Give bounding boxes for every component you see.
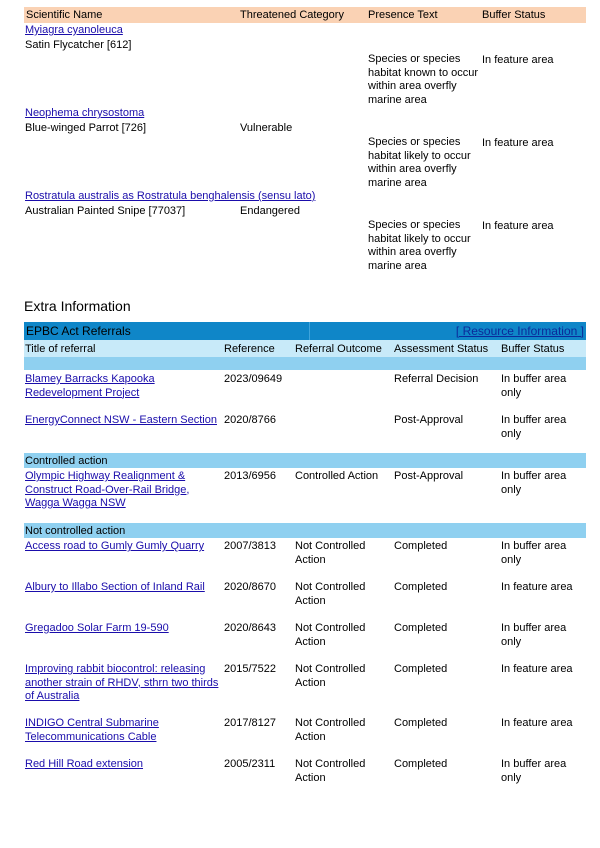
referral-outcome: Not Controlled Action	[295, 581, 366, 607]
header-presence-text: Presence Text	[368, 9, 438, 21]
referral-title-link[interactable]: Access road to Gumly Gumly Quarry	[25, 540, 205, 552]
referral-buffer-status: In buffer area only	[501, 622, 567, 648]
referral-assessment-status: Completed	[394, 540, 448, 552]
referral-title-link[interactable]: Improving rabbit biocontrol: releasing another strain of RHDV, sthrn two thirds of Australia	[25, 663, 219, 702]
header-scientific-name: Scientific Name	[26, 9, 103, 21]
header-threatened-category: Threatened Category	[240, 9, 344, 21]
referral-table-header	[24, 340, 586, 357]
header-reference: Reference	[224, 343, 275, 355]
species-category: Vulnerable	[240, 122, 293, 134]
referral-buffer-status: In feature area	[501, 581, 573, 593]
species-buffer: In feature area	[482, 137, 554, 149]
group-label: Not controlled action	[25, 525, 126, 537]
referral-reference: 2020/8670	[224, 581, 276, 593]
referral-title-link[interactable]: EnergyConnect NSW - Eastern Section	[25, 414, 217, 426]
referral-outcome: Not Controlled Action	[295, 758, 366, 784]
header-assessment-status: Assessment Status	[394, 343, 489, 355]
species-scientific-link[interactable]: Rostratula australis as Rostratula benghalensis (sensu lato)	[25, 190, 316, 202]
referral-buffer-status: In feature area	[501, 663, 573, 675]
header-referral-outcome: Referral Outcome	[295, 343, 382, 355]
referral-assessment-status: Completed	[394, 717, 448, 729]
group-controlled-action	[24, 453, 586, 468]
group-band-blank	[24, 357, 586, 370]
referral-assessment-status: Post-Approval	[394, 414, 464, 426]
referral-buffer-status: In buffer area only	[501, 414, 567, 440]
referral-outcome: Not Controlled Action	[295, 717, 366, 743]
species-category: Endangered	[240, 205, 300, 217]
species-common-name: Blue-winged Parrot [726]	[25, 122, 147, 134]
referral-title-link[interactable]: Blamey Barracks Kapooka Redevelopment Project	[25, 373, 155, 399]
section-heading-extra-information: Extra Information	[24, 298, 131, 314]
referral-assessment-status: Completed	[394, 622, 448, 634]
species-scientific-link[interactable]: Neophema chrysostoma	[25, 107, 145, 119]
species-scientific-link[interactable]: Myiagra cyanoleuca	[25, 24, 123, 36]
referral-reference: 2020/8766	[224, 414, 276, 426]
referral-title-link[interactable]: Olympic Highway Realignment & Construct Road-Over-Rail Bridge, Wagga Wagga NSW	[25, 470, 190, 509]
resource-information-link[interactable]: [ Resource Information ]	[455, 324, 584, 338]
epbc-title-bar	[24, 322, 586, 340]
species-common-name: Australian Painted Snipe [77037]	[25, 205, 186, 217]
referral-assessment-status: Completed	[394, 758, 448, 770]
referral-reference: 2017/8127	[224, 717, 276, 729]
referral-assessment-status: Completed	[394, 663, 448, 675]
referral-outcome: Not Controlled Action	[295, 622, 366, 648]
referral-reference: 2023/09649	[224, 373, 283, 385]
referral-reference: 2007/3813	[224, 540, 276, 552]
referral-outcome: Controlled Action	[295, 470, 379, 482]
referral-reference: 2020/8643	[224, 622, 276, 634]
referral-reference: 2015/7522	[224, 663, 276, 675]
referral-reference: 2013/6956	[224, 470, 276, 482]
species-buffer: In feature area	[482, 54, 554, 66]
header-title-of-referral: Title of referral	[25, 343, 96, 355]
referral-assessment-status: Post-Approval	[394, 470, 464, 482]
group-label: Controlled action	[25, 455, 108, 467]
header-buffer-status: Buffer Status	[501, 343, 565, 355]
referral-outcome: Not Controlled Action	[295, 663, 366, 689]
species-buffer: In feature area	[482, 220, 554, 232]
species-table-header	[24, 7, 586, 23]
referral-outcome: Not Controlled Action	[295, 540, 366, 566]
referral-title-link[interactable]: Gregadoo Solar Farm 19-590	[25, 622, 169, 634]
species-presence: Species or species habitat known to occur within area overfly marine area	[368, 53, 479, 106]
referral-buffer-status: In feature area	[501, 717, 573, 729]
referral-buffer-status: In buffer area only	[501, 540, 567, 566]
species-presence: Species or species habitat likely to occur within area overfly marine area	[368, 219, 471, 272]
referral-reference: 2005/2311	[224, 758, 276, 770]
referral-title-link[interactable]: INDIGO Central Submarine Telecommunications Cable	[25, 717, 159, 743]
referral-assessment-status: Completed	[394, 581, 448, 593]
species-presence: Species or species habitat likely to occur within area overfly marine area	[368, 136, 471, 189]
referral-title-link[interactable]: Red Hill Road extension	[25, 758, 144, 770]
title-bar-divider	[309, 322, 310, 340]
epbc-title: EPBC Act Referrals	[26, 324, 131, 338]
referral-buffer-status: In buffer area only	[501, 470, 567, 496]
referral-buffer-status: In buffer area only	[501, 373, 567, 399]
group-not-controlled-action	[24, 523, 586, 538]
species-common-name: Satin Flycatcher [612]	[25, 39, 132, 51]
header-buffer-status: Buffer Status	[482, 9, 546, 21]
referral-title-link[interactable]: Albury to Illabo Section of Inland Rail	[25, 581, 205, 593]
referral-assessment-status: Referral Decision	[394, 373, 479, 385]
referral-buffer-status: In buffer area only	[501, 758, 567, 784]
